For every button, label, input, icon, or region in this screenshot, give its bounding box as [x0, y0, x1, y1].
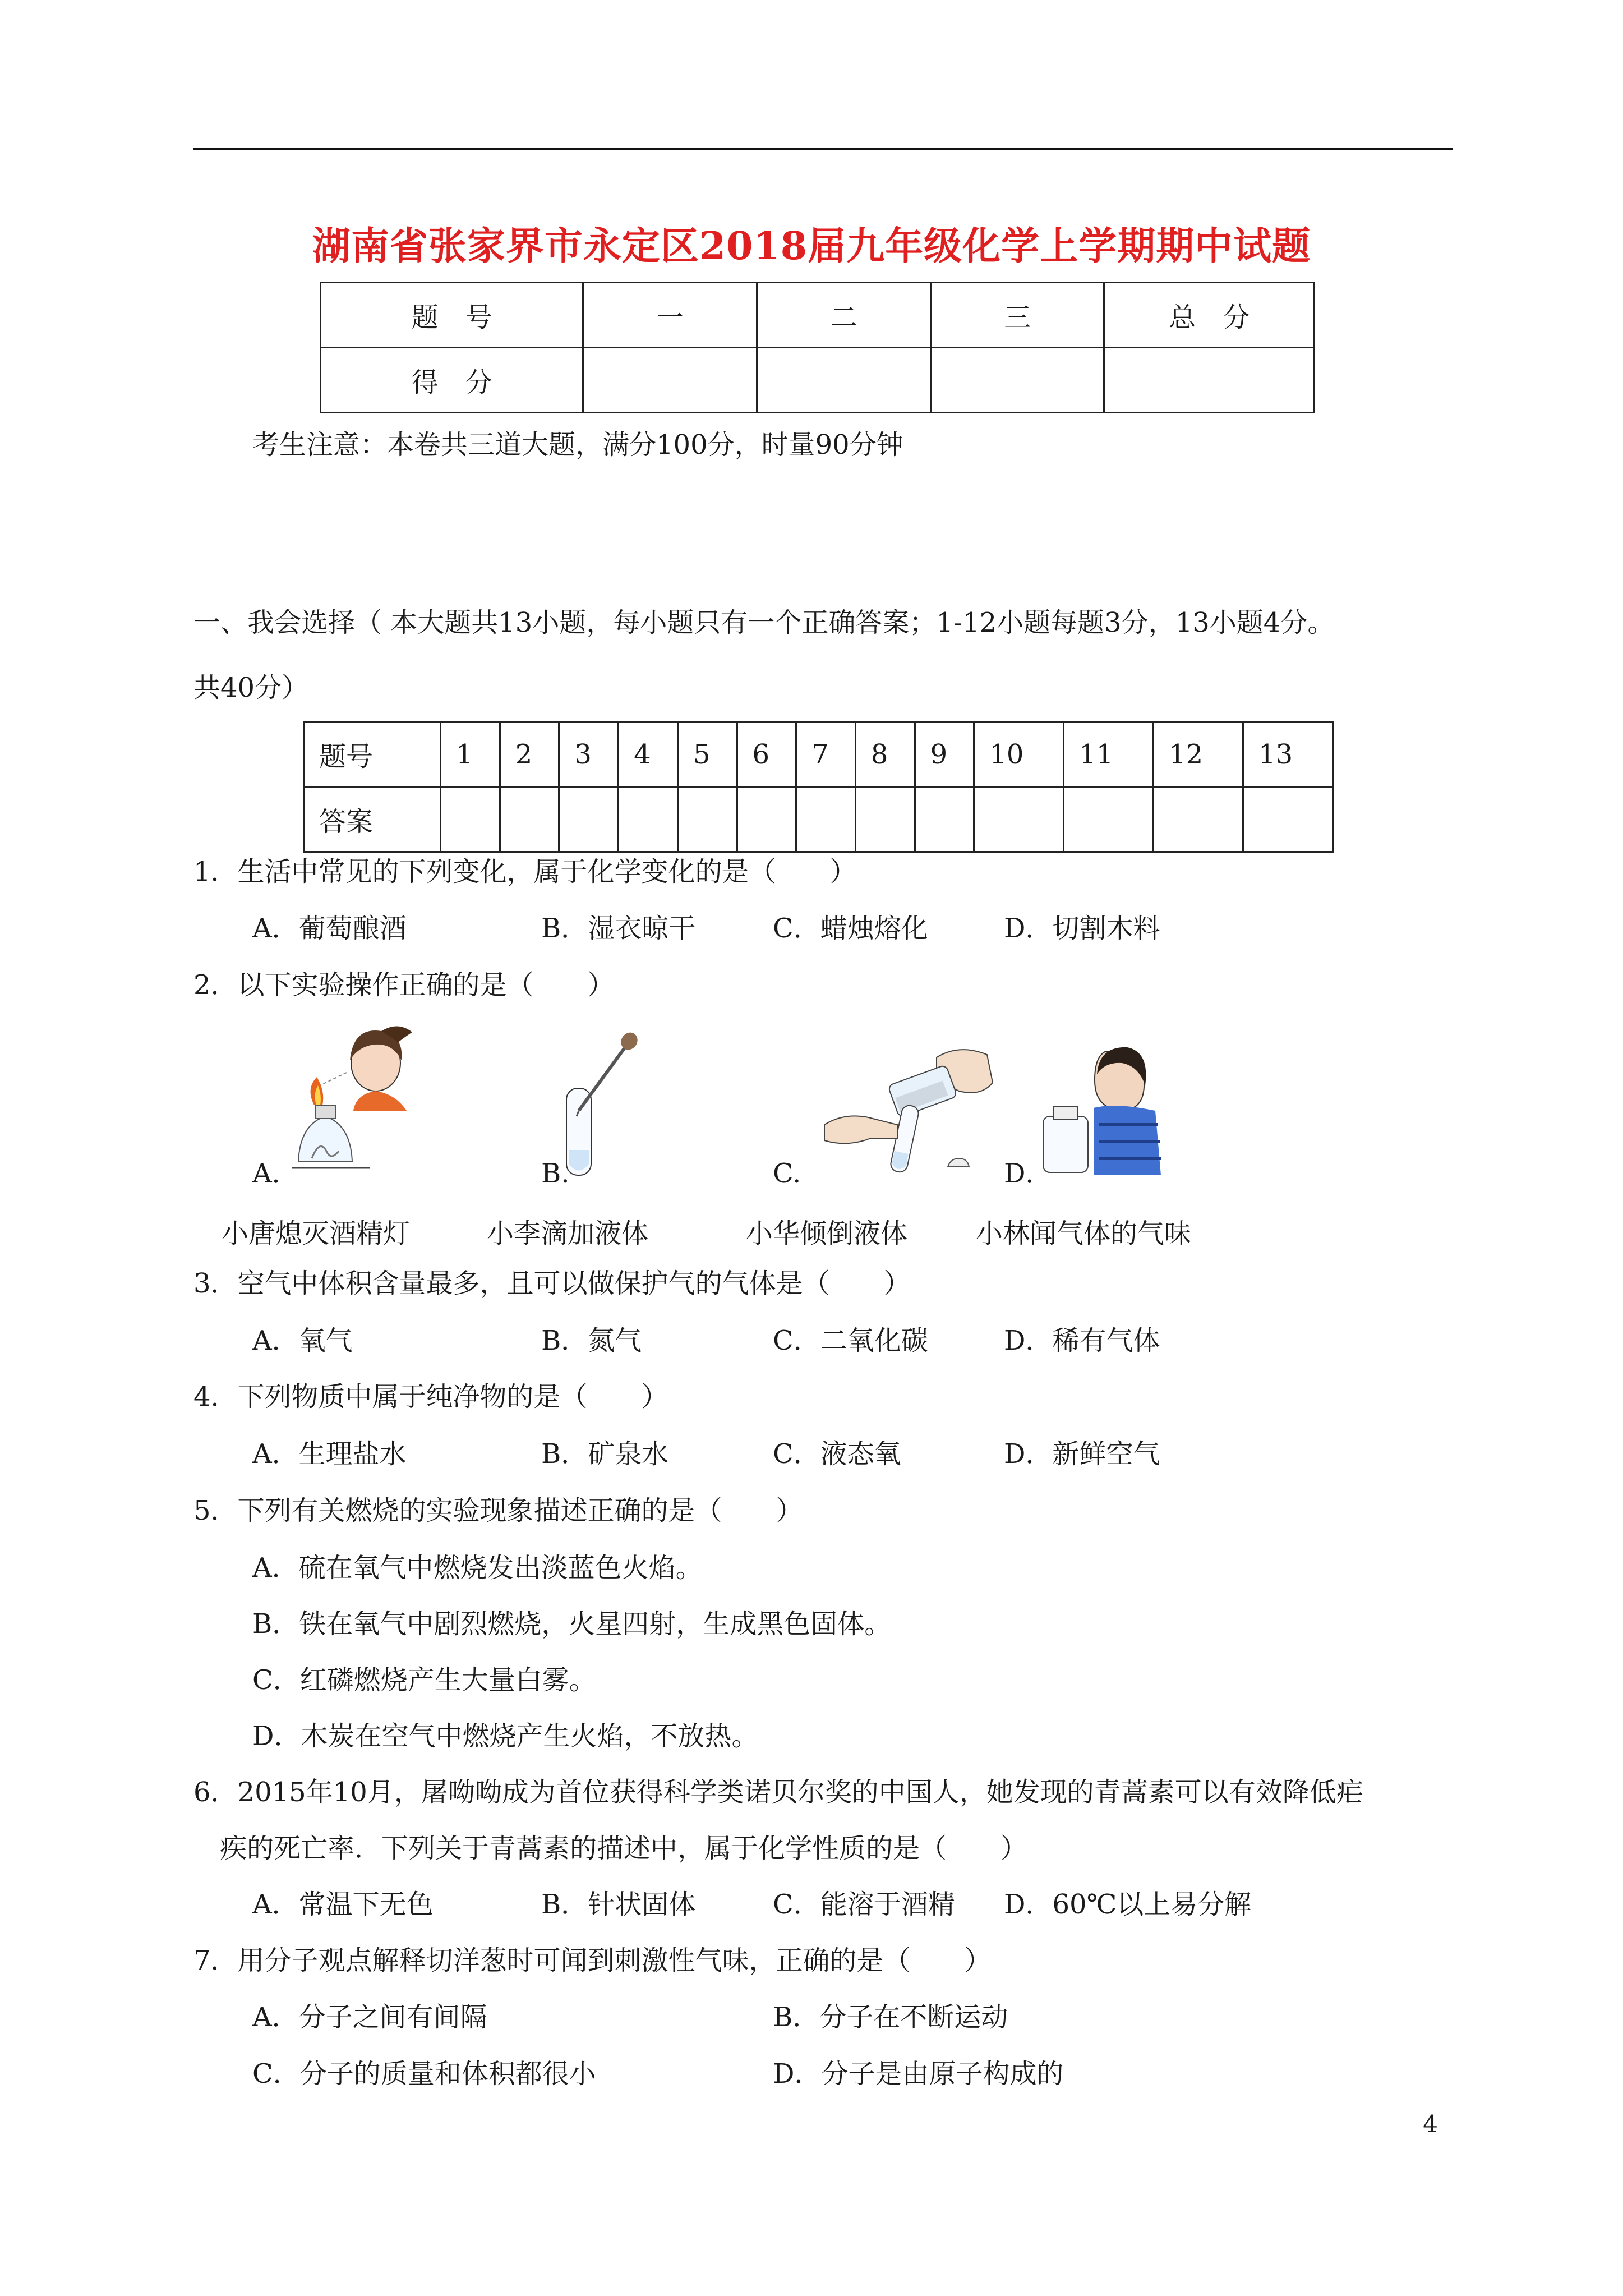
question-2-caption-c: 小华倾倒液体: [746, 1218, 908, 1249]
answer-cell[interactable]: [677, 787, 737, 852]
answer-cell[interactable]: [974, 787, 1064, 852]
question-2-label-a: A．: [252, 1158, 299, 1189]
section1-heading-cont: 共40分）: [193, 672, 309, 703]
question-number-cell: 2: [500, 722, 559, 787]
question-number-cell: 10: [974, 722, 1064, 787]
question-number-cell: 4: [619, 722, 678, 787]
question-5-option-a: A．硫在氧气中燃烧发出淡蓝色火焰。: [252, 1552, 703, 1584]
section1-heading: 一、我会选择（ 本大题共13小题，每小题只有一个正确答案；1-12小题每题3分，13小题4分。: [193, 607, 1335, 638]
question-number-cell: 5: [677, 722, 737, 787]
question-1-option-a: A．葡萄酿酒: [252, 913, 407, 944]
question-6-option-d: D．60℃以上易分解: [1004, 1889, 1252, 1920]
answer-row-label: 答案: [304, 787, 441, 852]
question-number-cell: 3: [559, 722, 619, 787]
answer-cell[interactable]: [1243, 787, 1333, 852]
score-cell[interactable]: [930, 348, 1104, 413]
score-cell[interactable]: [583, 348, 757, 413]
question-4-option-b: B．矿泉水: [541, 1438, 669, 1470]
question-3-option-a: A．氧气: [252, 1325, 353, 1356]
question-3-option-b: B．氮气: [541, 1325, 642, 1356]
question-3-option-c: C．二氧化碳: [773, 1325, 928, 1356]
answer-cell[interactable]: [559, 787, 619, 852]
question-2-caption-a: 小唐熄灭酒精灯: [222, 1218, 411, 1249]
question-6-stem-cont: 疾的死亡率．下列关于青蒿素的描述中，属于化学性质的是（ ）: [220, 1833, 1028, 1864]
score-table: [320, 282, 1315, 413]
question-7-option-a: A．分子之间有间隔: [252, 2001, 487, 2033]
question-number-cell: 9: [915, 722, 974, 787]
question-number-cell: 8: [855, 722, 915, 787]
question-number-cell: 6: [737, 722, 796, 787]
question-2-caption-b: 小李滴加液体: [487, 1218, 649, 1249]
score-header-cell: 题 号: [321, 283, 583, 348]
answer-cell[interactable]: [915, 787, 974, 852]
answer-cell[interactable]: [500, 787, 559, 852]
answer-cell[interactable]: [1064, 787, 1154, 852]
question-number-cell: 1: [441, 722, 500, 787]
question-1-stem: 1．生活中常见的下列变化，属于化学变化的是（ ）: [193, 856, 857, 887]
smelling-gas-illustration: [1043, 1041, 1161, 1175]
question-5-option-d: D．木炭在空气中燃烧产生火焰，不放热。: [252, 1720, 759, 1752]
answer-row-label: 题号: [304, 722, 441, 787]
question-number-cell: 7: [796, 722, 856, 787]
question-6-option-a: A．常温下无色: [252, 1889, 434, 1920]
question-4-stem: 4．下列物质中属于纯净物的是（ ）: [193, 1381, 668, 1412]
question-1-option-c: C．蜡烛熔化: [773, 913, 928, 944]
page-title: 湖南省张家界市永定区2018届九年级化学上学期期中试题: [312, 224, 1311, 269]
score-header-cell: 二: [757, 283, 931, 348]
question-2-label-b: B.: [541, 1158, 570, 1189]
score-header-cell: 总 分: [1104, 283, 1315, 348]
answer-cell[interactable]: [796, 787, 856, 852]
answer-table-number-row: [304, 722, 1333, 787]
question-7-option-c: C．分子的质量和体积都很小: [252, 2058, 596, 2090]
score-row-label: 得 分: [321, 348, 583, 413]
pouring-liquid-illustration: [813, 1041, 1004, 1181]
answer-cell[interactable]: [737, 787, 796, 852]
question-5-option-c: C．红磷燃烧产生大量白雾。: [252, 1664, 596, 1696]
question-5-stem: 5．下列有关燃烧的实验现象描述正确的是（ ）: [193, 1495, 803, 1526]
score-cell[interactable]: [1104, 348, 1315, 413]
question-1-option-b: B．湿衣晾干: [541, 913, 696, 944]
score-cell[interactable]: [757, 348, 931, 413]
exam-notice: 考生注意：本卷共三道大题，满分100分，时量90分钟: [252, 429, 903, 461]
page-number: 4: [1423, 2110, 1438, 2138]
score-header-cell: 一: [583, 283, 757, 348]
question-4-option-a: A．生理盐水: [252, 1438, 407, 1470]
question-2-stem: 2．以下实验操作正确的是（ ）: [193, 969, 615, 1001]
question-4-option-c: C．液态氧: [773, 1438, 901, 1470]
question-2-caption-d: 小林闻气体的气味: [976, 1218, 1192, 1249]
score-table-header-row: [321, 283, 1315, 348]
question-4-option-d: D．新鲜空气: [1004, 1438, 1160, 1470]
score-header-cell: 三: [930, 283, 1104, 348]
answer-table: [303, 721, 1334, 853]
question-2-label-c: C.: [773, 1158, 801, 1189]
question-number-cell: 11: [1064, 722, 1154, 787]
question-7-stem: 7．用分子观点解释切洋葱时可闻到刺激性气味，正确的是（ ）: [193, 1945, 992, 1976]
answer-cell[interactable]: [619, 787, 678, 852]
question-6-option-c: C．能溶于酒精: [773, 1889, 955, 1920]
answer-cell[interactable]: [1154, 787, 1243, 852]
question-6-option-b: B．针状固体: [541, 1889, 696, 1920]
answer-cell[interactable]: [441, 787, 500, 852]
answer-table-answer-row: [304, 787, 1333, 852]
question-7-option-b: B．分子在不断运动: [773, 2001, 1008, 2033]
question-3-stem: 3．空气中体积含量最多，且可以做保护气的气体是（ ）: [193, 1268, 911, 1299]
alcohol-lamp-illustration: [292, 1021, 460, 1184]
score-table-score-row: [321, 348, 1315, 413]
dropper-test-tube-illustration: [561, 1032, 645, 1184]
question-number-cell: 13: [1243, 722, 1333, 787]
question-7-option-d: D．分子是由原子构成的: [773, 2058, 1064, 2090]
question-2-label-d: D．: [1004, 1158, 1053, 1189]
question-1-option-d: D．切割木料: [1004, 913, 1160, 944]
answer-cell[interactable]: [855, 787, 915, 852]
question-3-option-d: D．稀有气体: [1004, 1325, 1160, 1356]
header-rule: [193, 148, 1453, 150]
question-number-cell: 12: [1154, 722, 1243, 787]
question-5-option-b: B．铁在氧气中剧烈燃烧，火星四射，生成黑色固体。: [252, 1608, 892, 1640]
question-6-stem: 6．2015年10月，屠呦呦成为首位获得科学类诺贝尔奖的中国人，她发现的青蒿素可以有效降低疟: [193, 1777, 1363, 1808]
